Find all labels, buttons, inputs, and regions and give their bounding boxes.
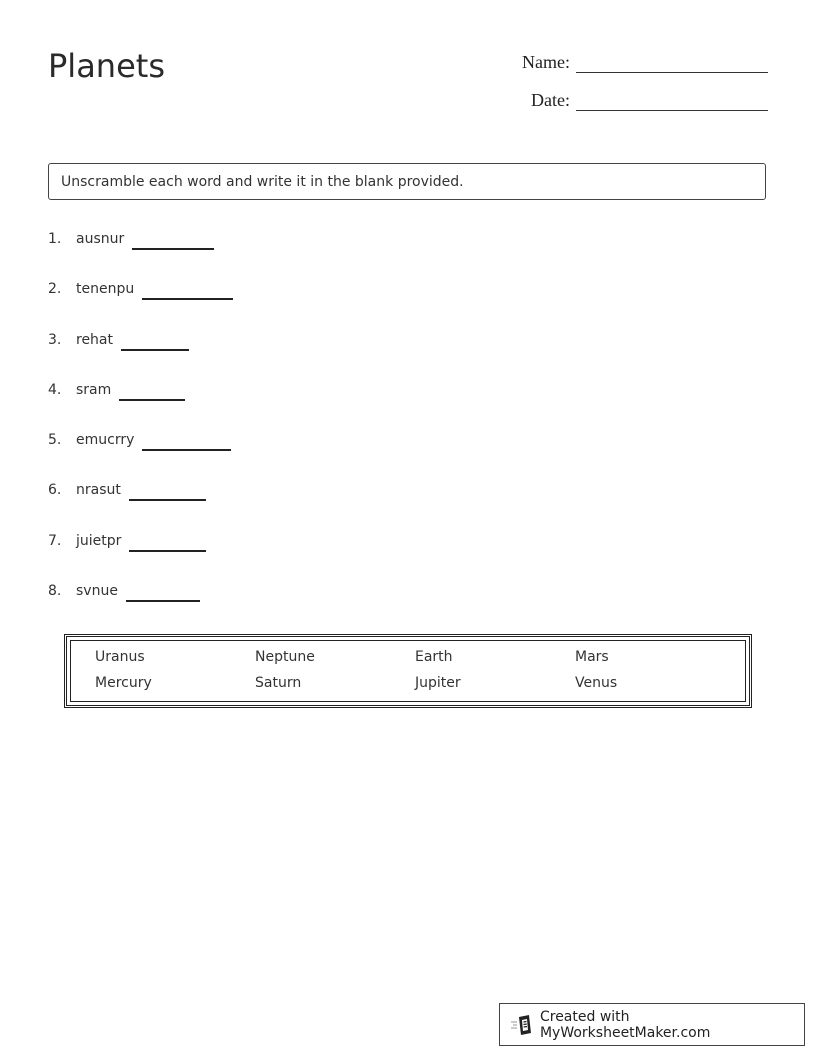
name-field-row [522,52,768,73]
instructions-box: Unscramble each word and write it in the blank provided. [48,163,766,200]
question-number: 2. [48,281,62,298]
question-number: 1. [48,231,62,247]
date-field-row [531,90,768,111]
question-item [48,432,233,482]
question-number: 5. [48,432,62,449]
answer-blank[interactable] [132,231,214,250]
question-item [48,583,233,633]
question-number: 7. [48,532,62,549]
question-number: 6. [48,482,62,499]
word-bank-item: Mars [575,649,609,665]
word-bank [64,634,752,708]
answer-blank[interactable] [142,432,231,451]
question-item [48,332,233,382]
page-title: Planets [48,47,165,85]
question-item [48,482,233,532]
footer-badge[interactable] [499,1003,805,1046]
word-bank-item: Neptune [255,649,315,665]
date-label: Date: [531,90,570,110]
scrambled-word: nrasut [76,482,121,499]
name-label: Name: [522,52,570,72]
answer-blank[interactable] [129,533,206,552]
word-bank-item: Earth [415,649,453,665]
question-number: 3. [48,331,62,348]
word-bank-item: Venus [575,675,618,691]
scrambled-word: sram [76,381,112,398]
word-bank-item: Uranus [95,649,145,665]
question-item [48,231,233,281]
question-item [48,382,233,432]
answer-blank[interactable] [119,382,185,401]
word-bank-item: Jupiter [415,675,461,691]
answer-blank[interactable] [121,332,189,351]
scrambled-word: rehat [76,331,114,348]
answer-blank[interactable] [126,583,200,602]
question-number: 4. [48,381,62,398]
worksheet-logo-icon [510,1014,534,1036]
footer-text: Created with MyWorksheetMaker.com [539,1008,711,1041]
question-item [48,281,233,331]
word-bank-item: Mercury [95,675,152,691]
question-item [48,533,233,583]
question-list [48,231,233,633]
scrambled-word: svnue [76,583,118,600]
word-bank-grid [95,649,735,691]
scrambled-word: ausnur [76,231,125,247]
scrambled-word: tenenpu [76,281,135,298]
scrambled-word: emucrry [76,432,135,449]
date-blank[interactable] [576,90,768,111]
scrambled-word: juietpr [76,532,122,549]
answer-blank[interactable] [129,482,206,501]
name-blank[interactable] [576,52,768,73]
word-bank-item: Saturn [255,675,302,691]
question-number: 8. [48,583,62,600]
answer-blank[interactable] [142,281,233,300]
